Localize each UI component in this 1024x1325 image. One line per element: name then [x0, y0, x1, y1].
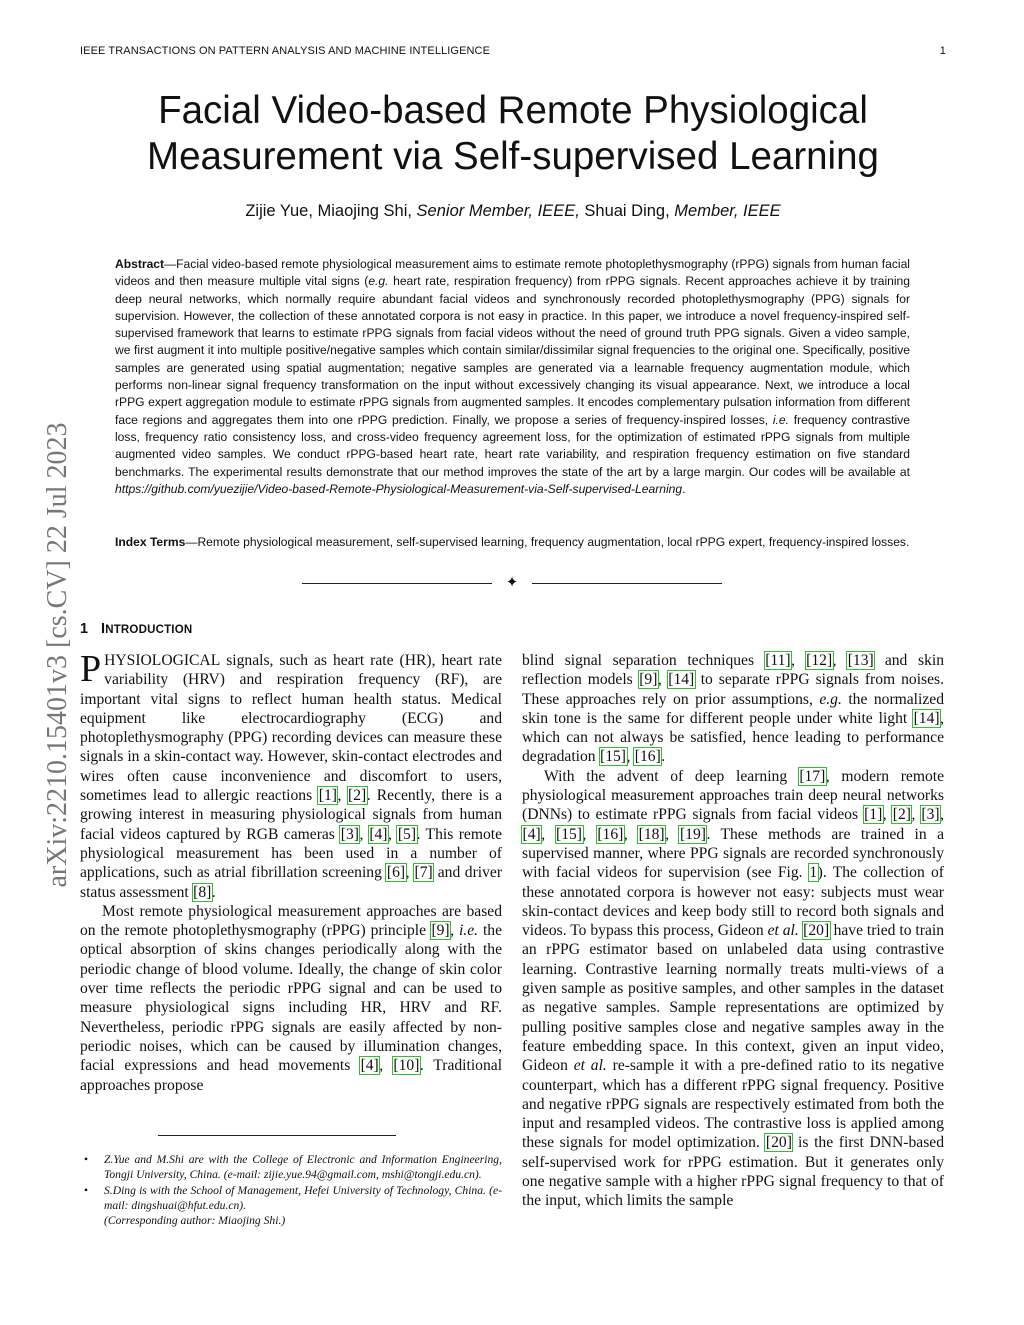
paragraph-text: ,	[940, 806, 945, 824]
section-title-rest: NTRODUCTION	[105, 624, 193, 636]
citation-link[interactable]: [2]	[348, 787, 367, 805]
paragraph-text: ,	[405, 864, 415, 882]
citation-link[interactable]: [4]	[360, 1057, 379, 1075]
citation-link[interactable]: [9]	[639, 671, 658, 689]
divider-diamond-icon: ✦	[505, 575, 519, 591]
journal-name: IEEE TRANSACTIONS ON PATTERN ANALYSIS AND MACHINE INTELLIGENCE	[80, 45, 491, 57]
paragraph-text: ). The collection of these annotated corpora is however not easy: subjects must wear skin-contact devices and keep body still to record both signals and videos. To bypass this process, Gideon	[522, 864, 944, 940]
footnote-text: S.Ding is with the School of Management, Hefei University of Technology, China. (e-mail: dingshuai@hfut.edu.cn).	[104, 1183, 502, 1212]
paragraph-text: . These methods are trained in a supervised manner, where PPG signals are recorded synchronously with facial videos for supervision (see Fig.	[522, 825, 945, 882]
paragraph-text: ,	[882, 806, 893, 824]
paragraph-text: is the first DNN-based self-supervised work for rPPG estimation. But it generates only one negative sample with a higher rPPG signal frequency to that of the input, which limits the sample	[522, 1134, 944, 1210]
citation-link[interactable]: [19]	[679, 825, 706, 843]
paragraph-text: ,	[582, 825, 597, 843]
citation-link[interactable]: [10]	[393, 1057, 420, 1075]
paragraph-text: ,	[626, 748, 635, 766]
bullet-icon: •	[84, 1183, 89, 1197]
abstract-text: .	[682, 481, 686, 496]
footnotes	[80, 1152, 502, 1228]
citation-link[interactable]: [16]	[634, 748, 661, 766]
abstract-label: Abstract	[115, 257, 165, 271]
paragraph-text: ,	[657, 671, 668, 689]
section-number: 1	[80, 621, 89, 637]
paragraph-text: the normalized skin tone is the same for different people under white light	[522, 690, 944, 727]
citation-link[interactable]: [4]	[369, 825, 388, 843]
citation-link[interactable]: [13]	[847, 652, 874, 669]
citation-link[interactable]: [15]	[556, 825, 582, 843]
citation-link[interactable]: [11]	[765, 652, 791, 669]
paragraph-text: the optical absorption of skins changes periodically along with the periodic change of blood volume. Ideally, the change of skin color over time reflects the periodic rPPG signal and can be used to measure physiological signs including HR, HRV and RF. Nevertheless, periodic rPPG signals are easily affected by non-periodic noises, which can be caused by illumination changes, facial expressions and head movements	[80, 922, 503, 1075]
bullet-icon: •	[84, 1153, 89, 1166]
section-heading	[80, 621, 192, 637]
citation-link[interactable]: [20]	[765, 1134, 792, 1152]
author-names-1: Zijie Yue, Miaojing Shi,	[245, 202, 417, 220]
paragraph-text: have tried to train an rPPG estimator based on unlabeled data using contrastive learning. Contrastive learning normally treats multi-views of a given sample as positive samples, and other samples in the dataset as negative samples. Sample representations are optimized by pulling positive samples close and negative samples away in the feature embedding space. In this context, given an input video, Gideon	[522, 922, 944, 1075]
footnote-corresponding	[80, 1213, 502, 1228]
footnote-affiliation-1	[80, 1152, 502, 1183]
citation-link[interactable]: [14]	[668, 671, 695, 689]
paragraph-text: . This remote physiological measurement has been used in a number of applications, such as atrial fibrillation screening	[80, 825, 502, 882]
citation-link[interactable]: [14]	[913, 709, 940, 727]
paragraph-text: ,	[450, 922, 459, 940]
citation-link[interactable]: [20]	[803, 922, 830, 940]
divider-rule-right	[532, 583, 722, 584]
footnote-text: Z.Yue and M.Shi are with the College of Electronic and Information Engineering, Tongji University, China. (e-mail: zijie.yue.94@gmail.com, mshi@tongji.edu.cn).	[104, 1153, 502, 1182]
title-line-1: Facial Video-based Remote Physiological	[158, 89, 868, 132]
citation-link[interactable]: [9]	[431, 922, 450, 940]
running-head	[80, 45, 946, 57]
page-number: 1	[939, 45, 946, 57]
citation-link[interactable]: [17]	[799, 767, 826, 785]
arxiv-stamp-text: arXiv:2210.15401v3 [cs.CV] 22 Jul 2023	[42, 422, 73, 888]
paragraph	[522, 651, 944, 767]
paragraph-text: .	[211, 883, 216, 901]
abstract-text: —Facial video-based remote physiological measurement aims to estimate remote photoplethysmography (rPPG) signals from human facial videos and then measure multiple vital signs (	[115, 257, 910, 289]
paragraph-text: and driver status assessment	[80, 864, 503, 901]
title-line-2: Measurement via Self-supervised Learning	[147, 135, 879, 178]
paragraph-text: .	[661, 748, 666, 766]
citation-link[interactable]: [18]	[638, 825, 665, 843]
author-list	[80, 202, 946, 221]
left-column	[80, 648, 503, 1095]
paragraph-text: ,	[388, 825, 398, 843]
citation-link[interactable]: [1]	[318, 787, 337, 805]
drop-cap: P	[80, 648, 102, 690]
paragraph-text: re-sample it with a pre-defined ratio to its negative counterpart, which has a different rPPG signal frequency. Positive and negative rPPG signals are respectively estimated from both the input and resampled videos. The contrastive loss is applied among these signals for model optimization.	[522, 1057, 944, 1152]
paragraph-text: ,	[359, 825, 369, 843]
code-url-link[interactable]: https://github.com/yuezijie/Video-based-Remote-Physiological-Measurement-via-Self-supervised-Learning	[115, 481, 683, 496]
paragraph-text: blind signal separation techniques	[522, 652, 765, 669]
italic-eg: e.g.	[819, 690, 842, 708]
index-terms-label: Index Terms	[115, 535, 186, 549]
citation-link[interactable]: [3]	[921, 806, 940, 824]
citation-link[interactable]: [12]	[806, 652, 833, 669]
index-terms-text: —Remote physiological measurement, self-supervised learning, frequency augmentation, local rPPG expert, frequency-inspired losses.	[185, 535, 910, 549]
citation-link[interactable]: [3]	[340, 825, 359, 843]
citation-link[interactable]: [1]	[864, 806, 883, 824]
abstract-text: frequency contrastive loss, frequency ratio consistency loss, and cross-video frequency agreement loss, for the optimization of estimated rPPG signals from multiple augmented video samples. We conduct rPPG-based heart rate, heart rate variability, and respiration frequency estimation on five standard benchmarks. The experimental results demonstrate that our method improves the state of the art by a large margin. Our codes will be available at	[115, 412, 910, 479]
paragraph-text: With the advent of deep learning	[544, 767, 799, 785]
citation-link[interactable]: [15]	[600, 748, 626, 766]
citation-link[interactable]: [16]	[597, 825, 624, 843]
right-column	[522, 651, 944, 1211]
citation-link[interactable]: [5]	[397, 825, 417, 843]
paragraph-text: ,	[379, 1057, 393, 1075]
citation-link[interactable]: [2]	[892, 806, 911, 824]
paragraph	[80, 648, 503, 902]
paragraph	[80, 902, 502, 1095]
paragraph-text: ,	[911, 806, 921, 824]
paragraph-text: , modern remote physiological measurement approaches train deep neural networks (DNNs) to estimate rPPG signals from facial videos	[522, 767, 944, 824]
paper-title	[80, 88, 946, 180]
divider-rule-left	[302, 583, 492, 584]
section-title-initial: I	[100, 621, 106, 637]
small-caps-word: HYSIOLOGICAL	[104, 652, 221, 669]
paragraph-text: ,	[665, 825, 680, 843]
author-names-2: Shuai Ding,	[579, 202, 675, 220]
paragraph-text: and skin reflection models	[522, 652, 945, 689]
citation-link[interactable]: [8]	[193, 883, 212, 901]
author-role-1: Senior Member, IEEE,	[416, 202, 580, 220]
figure-link[interactable]: 1	[809, 864, 818, 882]
paragraph-text: signals, such as heart rate (HR), heart rate variability (HRV) and respiration frequency (RF), are important vital signs to reflect human health status. Medical equipment like electrocardiography (ECG) and photoplethysmography (PPG) recording devices can measure these signals in a skin-contact way. However, skin-contact electrodes and wires often cause inconvenience and discomfort to users, sometimes lead to allergic reactions	[80, 652, 502, 805]
abstract-text: heart rate, respiration frequency) from rPPG signals. Recent approaches achieve it by training deep neural networks, which normally require abundant facial videos and synchronously recorded photoplethysmography (PPG) signals for supervision. However, the collection of these annotated corpora is not easy in practice. In this paper, we introduce a novel frequency-inspired self-supervised framework that learns to estimate rPPG signals from facial videos without the need of ground truth PPG signals. Given a video sample, we first augment it into multiple positive/negative samples which contain similar/dissimilar signal frequencies to the original one. Specifically, positive samples are generated using spatial augmentation; negative samples are generated via a learnable frequency augmentation module, which performs non-linear signal frequency transformation on the input without excessively changing its visual appearance. Next, we introduce a local rPPG expert aggregation module to estimate rPPG signals from augmented samples. It encodes complementary pulsation information from different face regions and aggregates them into one rPPG prediction. Finally, we propose a series of frequency-inspired losses,	[115, 274, 911, 427]
footnote-text: (Corresponding author: Miaojing Shi.)	[104, 1214, 286, 1228]
italic-et-al: et al.	[573, 1057, 607, 1075]
paragraph-text: ,	[791, 652, 806, 669]
citation-link[interactable]: [7]	[414, 864, 433, 882]
citation-link[interactable]: [4]	[522, 825, 541, 843]
italic-ie: i.e.	[458, 922, 479, 940]
italic-et-al: et al.	[767, 922, 799, 940]
citation-link[interactable]: [6]	[386, 864, 406, 882]
paragraph-text: , which can not always be satisfied, hence leading to performance degradation	[522, 709, 944, 766]
arxiv-stamp[interactable]	[32, 365, 80, 945]
paragraph-text: . Recently, there is a growing interest in measuring physiological signals from human facial videos captured by RGB cameras	[80, 787, 503, 843]
paragraph-text: . Traditional approaches propose	[80, 1057, 503, 1094]
paragraph-text: ,	[541, 825, 556, 843]
paragraph-text: Most remote physiological measurement approaches are based on the remote photoplethysmography (rPPG) principle	[80, 902, 502, 940]
paragraph	[522, 767, 944, 1211]
author-role-2: Member, IEEE	[674, 202, 781, 220]
paragraph-text: ,	[832, 652, 848, 669]
footnote-affiliation-2	[80, 1183, 502, 1214]
abstract-eg: e.g.	[368, 274, 389, 289]
abstract	[115, 256, 910, 498]
paragraph-text: ,	[337, 787, 348, 805]
index-terms	[115, 534, 910, 551]
footnote-rule	[158, 1135, 396, 1136]
paragraph-text: to separate rPPG signals from noises. These approaches rely on prior assumptions,	[522, 671, 944, 708]
abstract-ie: i.e.	[772, 412, 789, 427]
paragraph-text: ,	[623, 825, 639, 843]
